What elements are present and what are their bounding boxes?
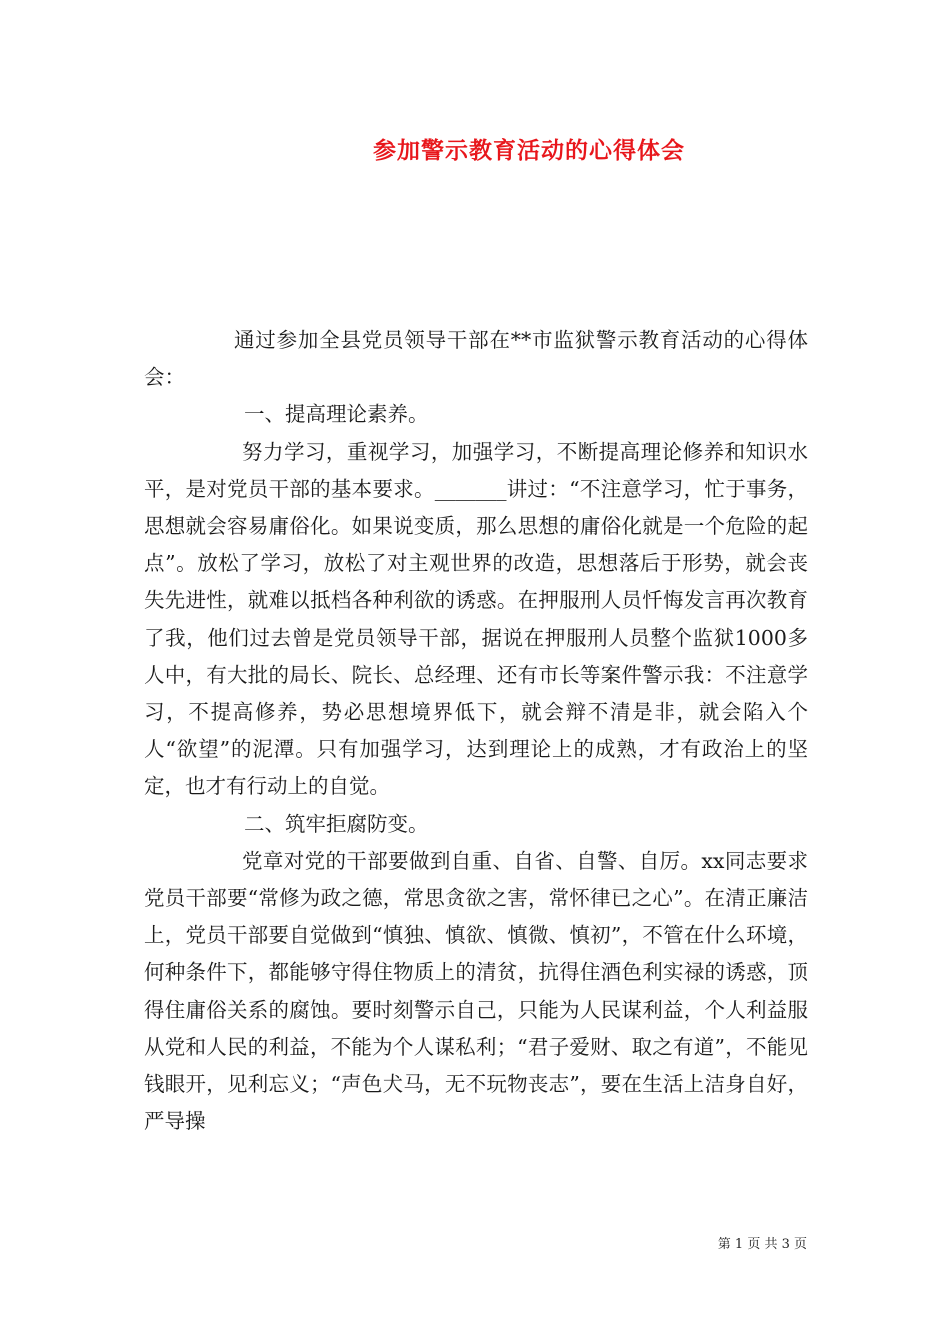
- section-2-paragraph: 党章对党的干部要做到自重、自省、自警、自厉。xx同志要求党员干部要“常修为政之德，常思贪欲之害，常怀律已之心”。在清正廉洁上，党员干部要自觉做到“慎独、慎欲、慎微、慎初”，不管在什么环境，何种条件下，都能够守得住物质上的清贫，抗得住酒色利实禄的诱惑，顶得住庸俗关系的腐蚀。要时刻警示自己，只能为人民谋利益，个人利益服从党和人民的利益，不能为个人谋私利；“君子爱财、取之有道”，不能见钱眼开，见利忘义；“声色犬马，无不玩物丧志”，要在生活上洁身自好，严导操: [144, 848, 808, 1134]
- section-1-heading: 一、提高理论素养。: [244, 402, 429, 427]
- intro-paragraph: 通过参加全县党员领导干部在**市监狱警示教育活动的心得体会：: [144, 328, 808, 390]
- section-1-paragraph: 努力学习，重视学习，加强学习，不断提高理论修养和知识水平，是对党员干部的基本要求。_______讲过：“不注意学习，忙于事务，思想就会容易庸俗化。如果说变质，那么思想的庸俗化就是一个危险的起点”。放松了学习，放松了对主观世界的改造，思想落后于形势，就会丧失先进性，就难以抵档各种利欲的诱惑。在押服刑人员忏悔发言再次教育了我，他们过去曾是党员领导干部，据说在押服刑人员整个监狱1000多人中，有大批的局长、院长、总经理、还有市长等案件警示我：不注意学习，不提高修养，势必思想境界低下，就会辩不清是非，就会陷入个人“欲望”的泥潭。只有加强学习，达到理论上的成熟，才有政治上的坚定，也才有行动上的自觉。: [144, 439, 808, 799]
- document-body: [144, 322, 808, 1140]
- document-title: 参加警示教育活动的心得体会: [373, 137, 685, 164]
- section-2-heading: 二、筑牢拒腐防变。: [244, 811, 429, 836]
- page-number: 第 1 页 共 3 页: [717, 1237, 807, 1252]
